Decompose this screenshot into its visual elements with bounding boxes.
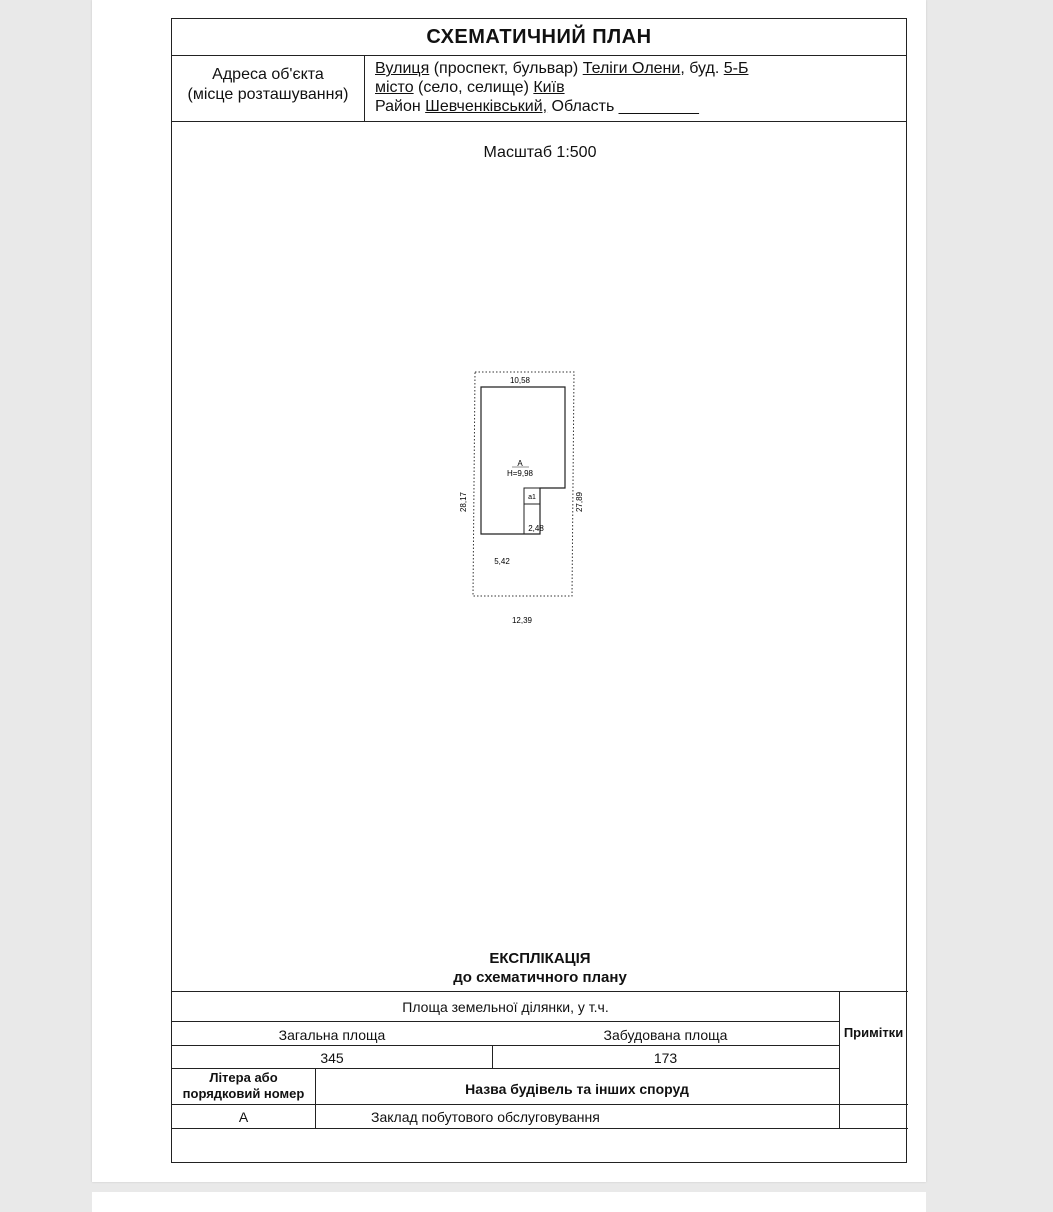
dim-top-label: 10,58 <box>509 376 531 385</box>
dim-bottom-inner-label: 5,42 <box>494 557 510 566</box>
table-line <box>172 1045 839 1046</box>
explication-title-line2: до схематичного плану <box>453 969 627 986</box>
letter-header-line2: порядковий номер <box>182 1086 305 1101</box>
table-line <box>172 1104 908 1105</box>
dim-bottom-outer-label: 12,39 <box>511 616 533 625</box>
built-area-value: 173 <box>653 1050 678 1066</box>
city-line <box>375 78 748 97</box>
street-line <box>375 59 748 78</box>
parcel-boundary <box>473 372 574 596</box>
city-type: (село, селище) <box>413 79 534 96</box>
region-label: Область <box>547 98 619 115</box>
document-page <box>92 0 926 1182</box>
explication-title <box>172 949 908 987</box>
name-header: Назва будівель та інших споруд <box>465 1081 689 1097</box>
city-name: Київ <box>533 79 565 96</box>
district-name: Шевченківський, <box>425 98 548 115</box>
notes-header: Примітки <box>843 1025 904 1040</box>
table-top-border <box>172 991 908 992</box>
letter-header <box>172 1070 315 1102</box>
table-line <box>172 1068 839 1069</box>
letter-header-line1: Літера або <box>209 1070 278 1085</box>
building-number: 5-Б <box>723 60 749 77</box>
dim-left-label: 28,17 <box>459 491 468 513</box>
street-name: Теліги Олени <box>582 60 681 77</box>
built-area-label: Забудована площа <box>603 1027 728 1043</box>
site-plan-drawing <box>459 359 622 639</box>
district-line <box>375 97 748 116</box>
notes-divider <box>839 991 840 1128</box>
address-label-line1: Адреса об'єкта <box>212 66 324 83</box>
explication-title-line1: ЕКСПЛІКАЦІЯ <box>489 950 591 967</box>
address-row <box>172 56 906 122</box>
district-prefix: Район <box>375 98 426 115</box>
row-letter: А <box>238 1109 249 1125</box>
area-header: Площа земельної ділянки, у т.ч. <box>402 999 609 1015</box>
building-letter: А <box>517 459 523 468</box>
city-word: місто <box>375 79 414 96</box>
street-type: (проспект, бульвар) <box>429 60 583 77</box>
address-label <box>172 56 365 121</box>
building-prefix: , буд. <box>680 60 724 77</box>
region-blank: _________ <box>618 98 699 115</box>
address-label-line2: (місце розташування) <box>187 86 349 103</box>
dim-right-label: 27,89 <box>575 491 584 513</box>
table-line <box>172 1128 908 1129</box>
dim-annex-label: 2,48 <box>528 524 544 533</box>
plan-frame <box>171 18 907 1163</box>
building-outline <box>481 387 565 534</box>
annex-letter: а1 <box>528 494 536 501</box>
total-area-label: Загальна площа <box>278 1027 386 1043</box>
letter-divider <box>315 1068 316 1128</box>
document-title: СХЕМАТИЧНИЙ ПЛАН <box>172 19 906 56</box>
address-values <box>375 59 748 116</box>
next-page-edge <box>92 1192 926 1212</box>
scale-label: Масштаб 1:500 <box>483 144 597 161</box>
total-area-value: 345 <box>320 1050 344 1066</box>
street-word: Вулиця <box>375 60 430 77</box>
table-line <box>172 1021 839 1022</box>
height-label: Н=9,98 <box>506 469 534 478</box>
row-name: Заклад побутового обслуговування <box>371 1109 600 1125</box>
